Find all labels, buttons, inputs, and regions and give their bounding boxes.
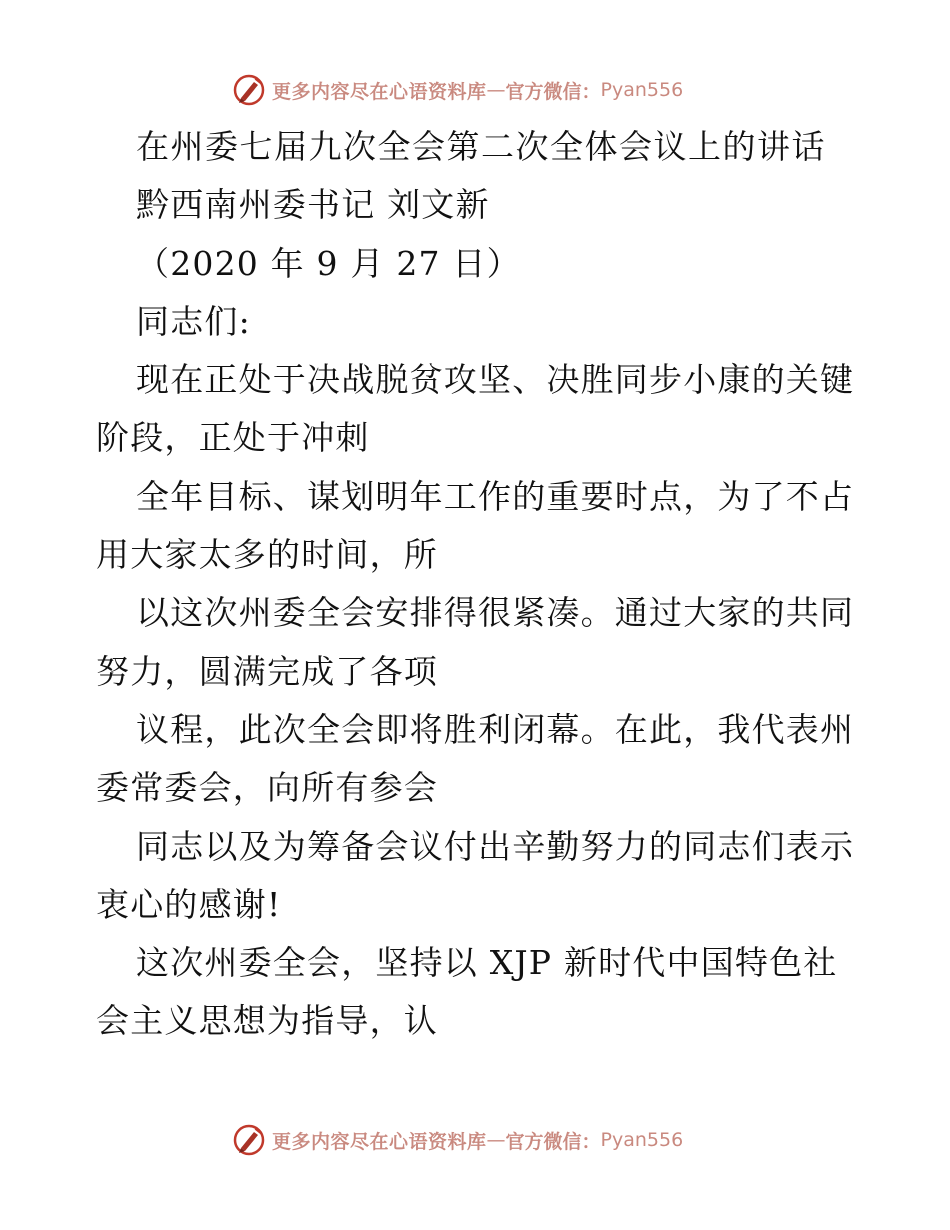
banner-slogan: 更多内容尽在心语资料库: [272, 1130, 487, 1153]
header-banner: [232, 70, 683, 110]
salutation: 同志们:: [136, 301, 251, 341]
banner-dash: —: [486, 79, 506, 101]
paragraph: 现在正处于决战脱贫攻坚、决胜同步小康的关键阶段，正处于冲刺: [96, 360, 855, 458]
document-body: [96, 118, 856, 1051]
paragraph: 全年目标、谋划明年工作的重要时点，为了不占用大家太多的时间，所: [96, 476, 855, 575]
author-line: 黔西南州委书记 刘文新: [136, 185, 490, 225]
banner-official-label: 官方微信：: [505, 80, 601, 103]
banner-wechat-id: Pyan556: [600, 1129, 684, 1151]
date-line: （2020 年 9 月 27 日）: [136, 243, 521, 283]
pen-logo-icon: [232, 73, 266, 107]
pen-logo-icon: [232, 1123, 266, 1157]
footer-banner: [232, 1120, 683, 1160]
banner-slogan: 更多内容尽在心语资料库: [272, 80, 487, 103]
paragraph: 同志以及为筹备会议付出辛勤努力的同志们表示衷心的感谢!: [96, 826, 855, 924]
banner-official-label: 官方微信：: [505, 1130, 601, 1153]
paragraph: 这次州委全会，坚持以 XJP 新时代中国特色社会主义思想为指导，认: [96, 943, 838, 1041]
banner-dash: —: [486, 1129, 506, 1151]
banner-wechat-id: Pyan556: [600, 79, 684, 101]
paragraph: 以这次州委全会安排得很紧凑。通过大家的共同努力，圆满完成了各项: [96, 593, 855, 691]
paragraph: 议程，此次全会即将胜利闭幕。在此，我代表州委常委会，向所有参会: [96, 709, 855, 808]
document-title: 在州委七届九次全会第二次全体会议上的讲话: [136, 127, 826, 166]
